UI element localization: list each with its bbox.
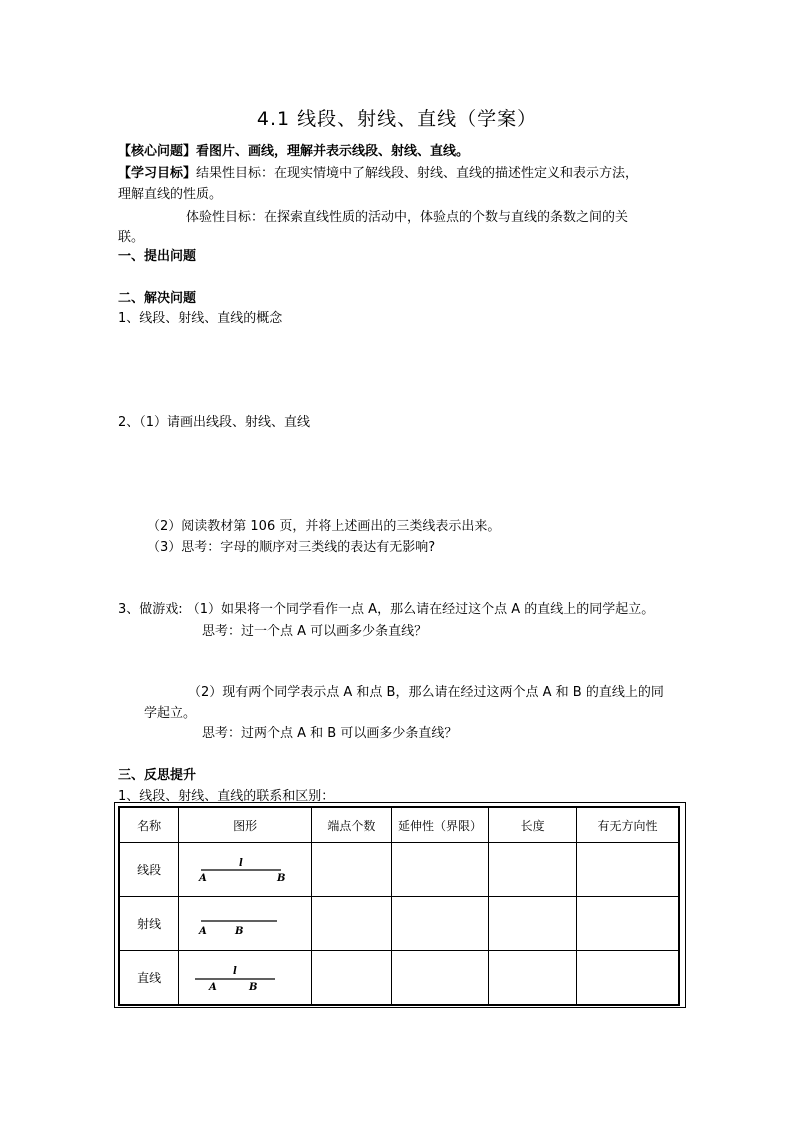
item-game-two-points: （2）现有两个同学表示点 A 和点 B，那么请在经过这两个点 A 和 B 的直线上的同 <box>188 685 664 700</box>
row-name-ray: 射线 <box>119 897 179 951</box>
item-think-letter-order: （3）思考：字母的顺序对三类线的表达有无影响? <box>147 540 436 555</box>
ray-label-b: B <box>235 925 244 937</box>
row-name-segment: 线段 <box>119 843 179 897</box>
learning-goal-line4: 联。 <box>118 230 145 245</box>
section-reflection: 三、反思提升 <box>118 768 197 783</box>
line-figure-cell <box>179 951 312 1006</box>
header-name: 名称 <box>119 807 179 843</box>
ray-label-a: A <box>199 925 207 937</box>
item-concept: 1、线段、射线、直线的概念 <box>118 311 283 326</box>
core-question-text: 看图片、画线，理解并表示线段、射线、直线。 <box>196 144 470 159</box>
segment-label-b: B <box>277 872 286 884</box>
core-question-label: 【核心问题】 <box>118 144 197 159</box>
line-figure <box>195 964 295 992</box>
header-direction: 有无方向性 <box>576 807 679 843</box>
line-label-a: A <box>209 981 217 992</box>
section-solve-problem: 二、解决问题 <box>118 291 197 306</box>
item-game-one-point: 3、做游戏: （1）如果将一个同学看作一点 A，那么请在经过这个点 A 的直线上的同学起立。 <box>118 602 655 617</box>
core-question <box>118 140 469 159</box>
line-label-b: B <box>249 981 258 992</box>
row-name-line: 直线 <box>119 951 179 1006</box>
header-extension: 延伸性（界限） <box>391 807 489 843</box>
item-think-one-point: 思考：过一个点 A 可以画多少条直线？ <box>202 624 428 639</box>
ray-figure <box>195 910 295 938</box>
header-endpoints: 端点个数 <box>312 807 392 843</box>
segment-figure <box>195 856 295 884</box>
item-think-two-points: 思考：过两个点 A 和 B 可以画多少条直线？ <box>202 726 458 741</box>
comparison-table <box>118 806 680 1006</box>
ray-figure-cell <box>179 897 312 951</box>
item-game-two-points-cont: 学起立。 <box>144 706 197 721</box>
section-raise-question: 一、提出问题 <box>118 249 197 264</box>
learning-goal-label: 【学习目标】 <box>118 166 197 181</box>
header-length: 长度 <box>489 807 577 843</box>
header-figure: 图形 <box>179 807 312 843</box>
line-label-l: l <box>233 965 237 977</box>
item-read-textbook: （2）阅读教材第 106 页，并将上述画出的三类线表示出来。 <box>147 519 501 534</box>
learning-goal-line1: 结果性目标：在现实情境中了解线段、射线、直线的描述性定义和表示方法， <box>196 166 639 181</box>
learning-goal-line3: 体验性目标：在探索直线性质的活动中，体验点的个数与直线的条数之间的关 <box>186 210 629 225</box>
page-title: 4.1 线段、射线、直线（学案） <box>256 108 538 130</box>
segment-figure-cell <box>179 843 312 897</box>
segment-label-l: l <box>239 857 243 869</box>
table-row <box>119 897 679 951</box>
item-draw-lines: 2、（1）请画出线段、射线、直线 <box>118 415 311 430</box>
table-header-row <box>119 807 679 843</box>
table-row <box>119 951 679 1006</box>
learning-goal-line2: 理解直线的性质。 <box>118 187 223 202</box>
segment-label-a: A <box>199 872 207 884</box>
learning-goal <box>118 162 638 181</box>
table-row <box>119 843 679 897</box>
item-compare-lines: 1、线段、射线、直线的联系和区别： <box>118 789 335 804</box>
